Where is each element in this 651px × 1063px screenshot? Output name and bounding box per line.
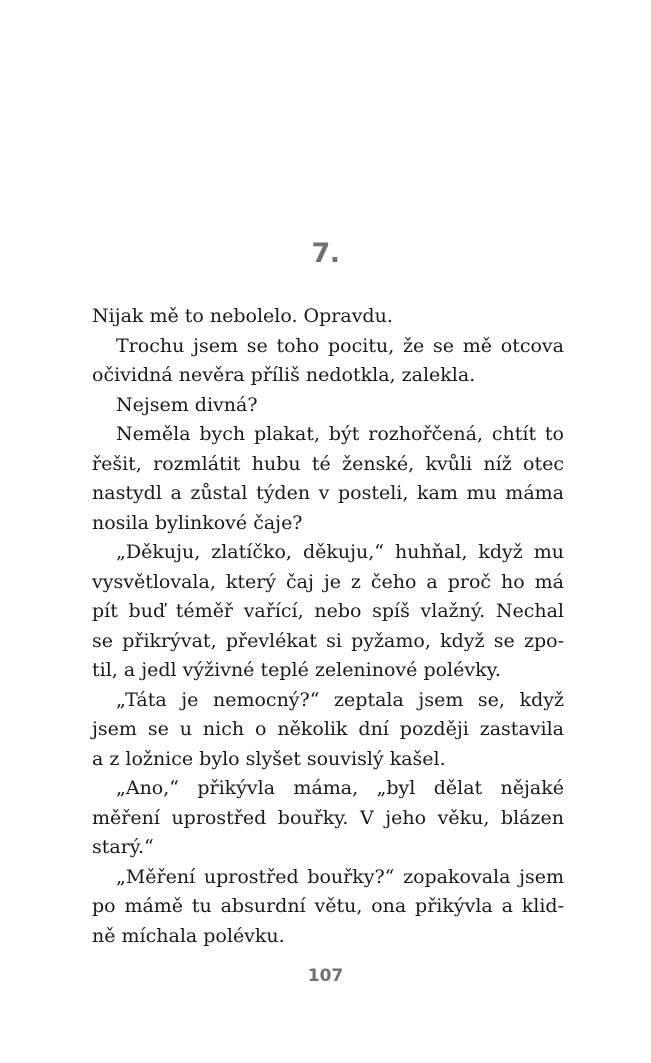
text-line: se přikrývat, převlékat si pyžamo, když se zpo- <box>92 629 564 652</box>
text-line: til, a jedl výživné teplé zeleninové polévky. <box>92 659 501 681</box>
text-line: nosila bylinkové čaje? <box>92 511 303 534</box>
text-line: Nijak mě to nebolelo. Opravdu. <box>92 305 393 327</box>
text-line: „Děkuju, zlatíčko, děkuju,“ huhňal, když mu <box>116 541 564 563</box>
text-line: pít buď téměř vařící, nebo spíš vlažný. Nechal <box>92 600 564 622</box>
text-line: nastydl a zůstal týden v posteli, kam mu máma <box>92 482 564 504</box>
text-line: Trochu jsem se toho pocitu, že se mě otcova <box>116 334 564 357</box>
text-line: měření uprostřed bouřky. V jeho věku, blázen <box>92 806 564 829</box>
text-line: řešit, rozmlátit hubu té ženské, kvůli níž otec <box>92 452 564 475</box>
text-line: a z ložnice bylo slyšet souvislý kašel. <box>92 747 446 770</box>
text-line: jsem se u nich o několik dní později zastavila <box>92 718 564 740</box>
text-line: Neměla bych plakat, být rozhořčená, chtít to <box>116 423 564 445</box>
text-line: očividná nevěra příliš nedotkla, zalekla. <box>92 364 476 386</box>
text-line: ně míchala polévku. <box>92 924 285 947</box>
text-line: vysvětlovala, který čaj je z čeho a proč ho má <box>92 570 564 593</box>
text-line: po mámě tu absurdní větu, ona přikývla a klid- <box>92 895 564 917</box>
chapter-number: 7. <box>311 238 340 269</box>
text-line: „Měření uprostřed bouřky?“ zopakovala jsem <box>116 865 564 888</box>
text-line: starý.“ <box>92 836 154 858</box>
text-line: „Táta je nemocný?“ zeptala jsem se, když <box>116 688 564 711</box>
text-line: Nejsem divná? <box>116 393 258 416</box>
text-line: „Ano,“ přikývla máma, „byl dělat nějaké <box>116 777 564 799</box>
chapter-text <box>92 302 564 951</box>
page-number: 107 <box>307 966 344 986</box>
